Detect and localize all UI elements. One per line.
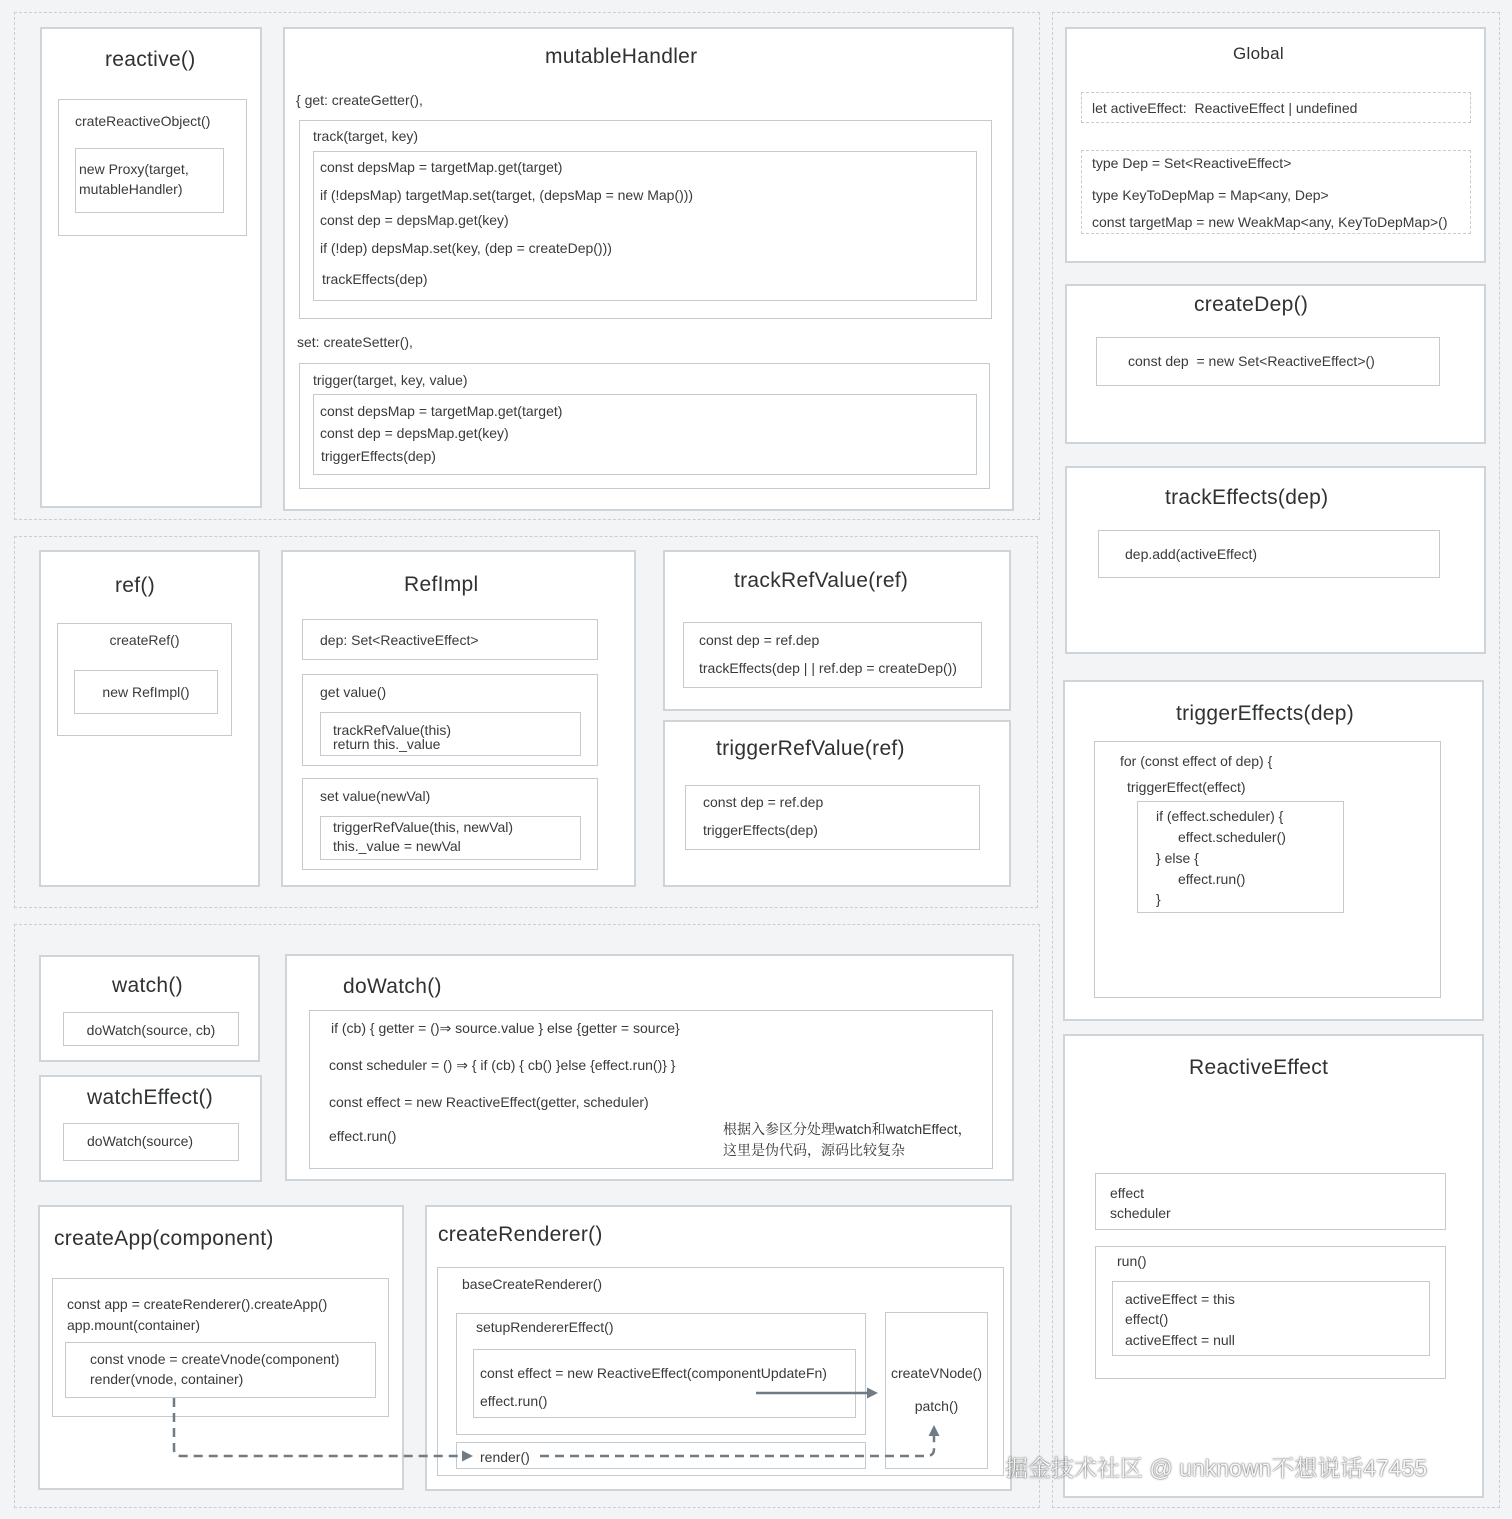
code-line: } else {	[1156, 850, 1199, 866]
code-line: mutableHandler)	[79, 181, 183, 197]
setter-label: set: createSetter(),	[297, 334, 413, 350]
vnode-patch-box	[885, 1312, 988, 1469]
code-line: triggerEffects(dep)	[321, 448, 436, 464]
setup-render-effect-label: setupRendererEffect()	[476, 1319, 614, 1335]
create-vnode-label: createVNode()	[890, 1365, 983, 1381]
reactive-title: reactive()	[105, 48, 196, 71]
code-line: triggerEffect(effect)	[1127, 779, 1246, 795]
code-line: const effect = new ReactiveEffect(getter, scheduler)	[329, 1094, 649, 1110]
code-line: const dep = depsMap.get(key)	[320, 212, 509, 228]
field-line: scheduler	[1110, 1205, 1171, 1221]
code-line: effect.run()	[329, 1128, 397, 1144]
ref-title: ref()	[115, 574, 155, 597]
code-line: let activeEffect: ReactiveEffect | undefined	[1092, 100, 1358, 116]
code-line: triggerEffects(dep)	[703, 822, 818, 838]
code-line: const scheduler = () ⇒ { if (cb) { cb() }else {effect.run()} }	[329, 1057, 676, 1073]
code-line: const dep = ref.dep	[699, 632, 820, 648]
code-line: for (const effect of dep) {	[1120, 753, 1273, 769]
trigger-ref-value-title: triggerRefValue(ref)	[716, 737, 905, 760]
code-line: const dep = ref.dep	[703, 794, 824, 810]
field-line: effect	[1110, 1185, 1144, 1201]
base-create-renderer-label: baseCreateRenderer()	[462, 1276, 603, 1292]
code-line: activeEffect = null	[1125, 1332, 1235, 1348]
reactive-effect-title: ReactiveEffect	[1189, 1056, 1329, 1079]
patch-label: patch()	[914, 1398, 959, 1414]
watch-effect-title: watchEffect()	[87, 1086, 214, 1109]
do-watch-title: doWatch()	[343, 975, 442, 998]
create-renderer-title: createRenderer()	[438, 1223, 603, 1246]
code-line: trackRefValue(this)	[333, 722, 452, 738]
code-line: if (!depsMap) targetMap.set(target, (depsMap = new Map()))	[320, 187, 694, 203]
trigger-signature: trigger(target, key, value)	[313, 372, 468, 388]
code-line: new Proxy(target,	[79, 161, 189, 177]
create-dep-title: createDep()	[1194, 293, 1309, 316]
code-line: this._value = newVal	[333, 838, 461, 854]
code-line: const app = createRenderer().createApp()	[67, 1296, 328, 1312]
code-line: const vnode = createVnode(component)	[90, 1351, 340, 1367]
mutable-handler-title: mutableHandler	[545, 45, 698, 68]
code-line: const effect = new ReactiveEffect(componentUpdateFn)	[480, 1365, 827, 1381]
code-line: if (effect.scheduler) {	[1156, 808, 1284, 824]
create-ref-label: createRef()	[109, 632, 180, 648]
refimpl-title: RefImpl	[404, 573, 479, 596]
code-line: const dep = depsMap.get(key)	[320, 425, 509, 441]
code-line: if (cb) { getter = ()⇒ source.value } else {getter = source}	[331, 1020, 680, 1036]
getter-label: { get: createGetter(),	[296, 92, 423, 108]
code-line: }	[1156, 891, 1161, 907]
code-line: effect()	[1125, 1311, 1169, 1327]
getter-signature: get value()	[320, 684, 387, 700]
watch-effect-call-label: doWatch(source)	[87, 1133, 194, 1149]
setter-signature: set value(newVal)	[320, 788, 431, 804]
create-reactive-object-label: crateReactiveObject()	[75, 113, 211, 129]
code-line: if (!dep) depsMap.set(key, (dep = createDep()))	[320, 240, 612, 256]
watch-title: watch()	[112, 974, 183, 997]
track-effects-title: trackEffects(dep)	[1165, 486, 1329, 509]
code-line: type Dep = Set<ReactiveEffect>	[1092, 155, 1292, 171]
code-line: dep.add(activeEffect)	[1125, 546, 1258, 562]
code-line: const depsMap = targetMap.get(target)	[320, 403, 563, 419]
create-app-title: createApp(component)	[54, 1227, 274, 1250]
code-line: effect.scheduler()	[1178, 829, 1286, 845]
render-label: render()	[480, 1449, 530, 1465]
run-signature: run()	[1117, 1253, 1147, 1269]
do-watch-note: 根据入参区分处理watch和watchEffect，	[723, 1121, 972, 1137]
code-line: const dep = new Set<ReactiveEffect>()	[1128, 353, 1375, 369]
code-line: return this._value	[333, 736, 441, 752]
refimpl-dep-label: dep: Set<ReactiveEffect>	[320, 632, 479, 648]
trigger-effects-title: triggerEffects(dep)	[1176, 702, 1355, 725]
code-line: effect.run()	[1178, 871, 1246, 887]
watermark: 掘金技术社区 @ unknown不想说话47455	[1005, 1455, 1428, 1481]
watch-call-label: doWatch(source, cb)	[86, 1022, 216, 1038]
code-line: render(vnode, container)	[90, 1371, 244, 1387]
code-line: const depsMap = targetMap.get(target)	[320, 159, 563, 175]
code-line: effect.run()	[480, 1393, 548, 1409]
code-line: trackEffects(dep)	[322, 271, 428, 287]
code-line: const targetMap = new WeakMap<any, KeyToDepMap>()	[1092, 214, 1448, 230]
do-watch-note: 这里是伪代码，源码比较复杂	[723, 1142, 905, 1158]
code-line: type KeyToDepMap = Map<any, Dep>	[1092, 187, 1329, 203]
track-ref-value-title: trackRefValue(ref)	[734, 569, 909, 592]
global-title: Global	[1233, 44, 1284, 63]
code-line: triggerRefValue(this, newVal)	[333, 819, 514, 835]
code-line: app.mount(container)	[67, 1317, 201, 1333]
track-signature: track(target, key)	[313, 128, 419, 144]
code-line: activeEffect = this	[1125, 1291, 1235, 1307]
code-line: trackEffects(dep | | ref.dep = createDep())	[699, 660, 957, 676]
new-refimpl-label: new RefImpl()	[102, 684, 190, 700]
